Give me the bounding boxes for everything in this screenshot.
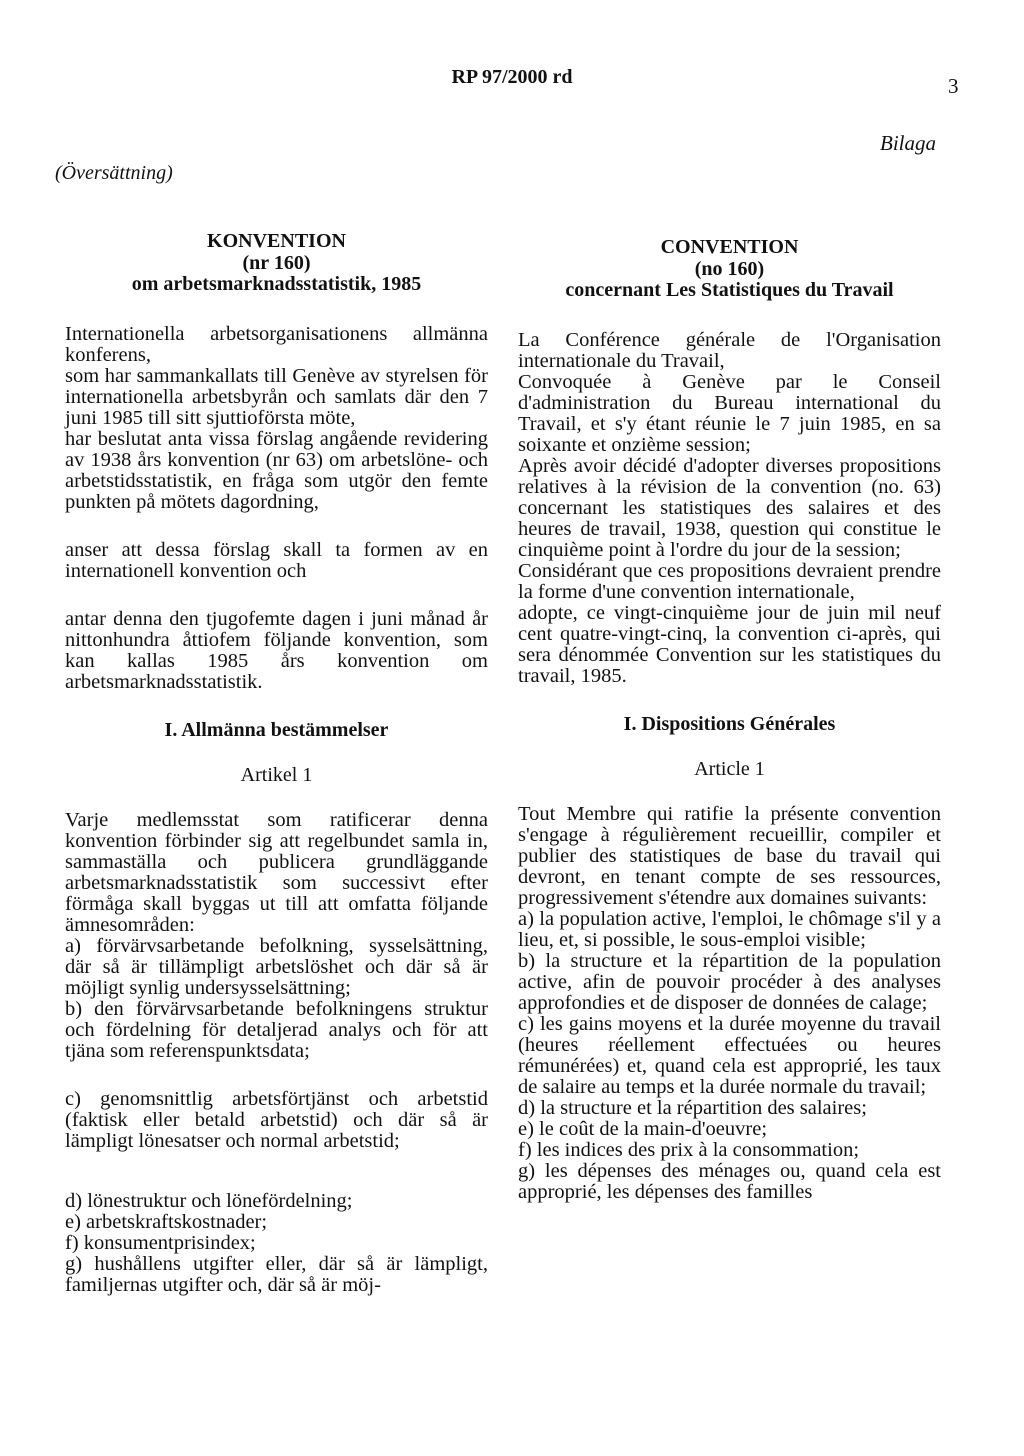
french-preamble-3: Après avoir décidé d'adopter diverses propositions relatives à la révision de la convention (no. 63) concernant les statistiques des salaires et des heures de travail, 1938, question qui constitue le cinquième point à l'ordre du jour de la session; (518, 454, 941, 561)
translation-note: (Översättning) (55, 162, 173, 184)
swedish-item-d: d) lönestruktur och lönefördelning; (65, 1189, 353, 1212)
french-title-line-2: (no 160) (694, 257, 765, 280)
swedish-item-a: a) förvärvsarbetande befolkning, sysselsättning, där så är tillämpligt arbetslöshet och där så är möjligt synlig undersysselsättning; (65, 934, 488, 999)
french-item-a: a) la population active, l'emploi, le chômage s'il y a lieu, et, si possible, le sous-emploi visible; (518, 907, 941, 951)
swedish-section-heading: I. Allmänna bestämmelser (164, 718, 389, 741)
swedish-title-line-3: om arbetsmarknadsstatistik, 1985 (131, 273, 422, 295)
swedish-preamble-1: Internationella arbetsorganisationens allmänna konferens, (65, 322, 488, 366)
swedish-item-g: g) hushållens utgifter eller, där så är lämpligt, familjernas utgifter och, där så är möj- (65, 1252, 488, 1296)
french-section-heading: I. Dispositions Générales (623, 712, 836, 735)
swedish-title (65, 231, 488, 296)
french-preamble-2: Convoquée à Genève par le Conseil d'administration du Bureau international du Travail, et s'y étant réunie le 7 juin 1985, en sa soixante et onzième session; (518, 370, 941, 456)
french-item-c: c) les gains moyens et la durée moyenne du travail (heures réellement effectuées ou heures rémunérées) et, quand cela est approprié, les taux de salaire au temps et la durée normale du travail; (518, 1012, 941, 1098)
french-preamble-4: Considérant que ces propositions devraient prendre la forme d'une convention internationale, (518, 559, 941, 603)
swedish-item-c: c) genomsnittlig arbetsförtjänst och arbetstid (faktisk eller betald arbetstid) och där så är lämpligt lönesatser och normal arbetstid; (65, 1087, 488, 1152)
swedish-preamble-2: som har sammankallats till Genève av styrelsen för internationella arbetsbyrån och samlats där den 7 juni 1985 till sitt sjuttioförsta möte, (65, 364, 488, 429)
french-item-e: e) le coût de la main-d'oeuvre; (518, 1117, 768, 1140)
french-item-g: g) les dépenses des ménages ou, quand cela est approprié, les dépenses des familles (518, 1159, 941, 1203)
swedish-title-line-1: KONVENTION (207, 230, 346, 252)
swedish-article-intro: Varje medlemsstat som ratificerar denna konvention förbinder sig att regelbundet samla in, sammaställa och publicera grundläggande arbetsmarknadsstatistik som successivt efter förmåga skall byggas ut till att omfatta följande ämnesområden: (65, 808, 488, 936)
doc-reference: RP 97/2000 rd (451, 66, 573, 88)
swedish-title-line-2: (nr 160) (242, 251, 311, 274)
french-preamble-5: adopte, ce vingt-cinquième jour de juin mil neuf cent quatre-vingt-cinq, la convention ci-après, qui sera dénommée Convention sur les statistiques du travail, 1985. (518, 601, 941, 687)
french-article-intro: Tout Membre qui ratifie la présente convention s'engage à régulièrement recueillir, compiler et publier des statistiques de base du travail qui devront, en tenant compte de ses ressources, progressivement s'étendre aux domaines suivants: (518, 802, 941, 909)
swedish-column (65, 226, 488, 1296)
swedish-article-heading: Artikel 1 (240, 763, 313, 786)
french-preamble-1: La Conférence générale de l'Organisation internationale du Travail, (518, 328, 941, 372)
french-article-heading: Article 1 (694, 757, 765, 780)
french-title-line-3: concernant Les Statistiques du Travail (565, 279, 894, 301)
french-title (518, 237, 941, 302)
swedish-item-e: e) arbetskraftskostnader; (65, 1210, 268, 1233)
page-number: 3 (948, 74, 959, 98)
french-item-d: d) la structure et la répartition des salaires; (518, 1096, 867, 1119)
french-item-b: b) la structure et la répartition de la population active, afin de pouvoir procéder à des analyses approfondies et de disposer de données de calage; (518, 949, 941, 1014)
french-item-f: f) les indices des prix à la consommation; (518, 1138, 860, 1161)
swedish-preamble-4: anser att dessa förslag skall ta formen av en internationell konvention och (65, 538, 488, 582)
swedish-preamble-5: antar denna den tjugofemte dagen i juni månad år nittonhundra åttiofem följande konvention, som kan kallas 1985 års konvention om arbetsmarknadsstatistik. (65, 607, 488, 693)
french-column (518, 226, 941, 1203)
swedish-item-b: b) den förvärvsarbetande befolkningens struktur och fördelning för detaljerad analys och för att tjäna som referenspunktsdata; (65, 997, 488, 1062)
swedish-preamble-3: har beslutat anta vissa förslag angående revidering av 1938 års konvention (nr 63) om arbetslöne- och arbetstidsstatistik, en fråga som utgör den femte punkten på mötets dagordning, (65, 427, 488, 513)
appendix-label: Bilaga (880, 131, 936, 155)
french-title-line-1: CONVENTION (660, 236, 799, 258)
swedish-item-f: f) konsumentprisindex; (65, 1231, 256, 1254)
